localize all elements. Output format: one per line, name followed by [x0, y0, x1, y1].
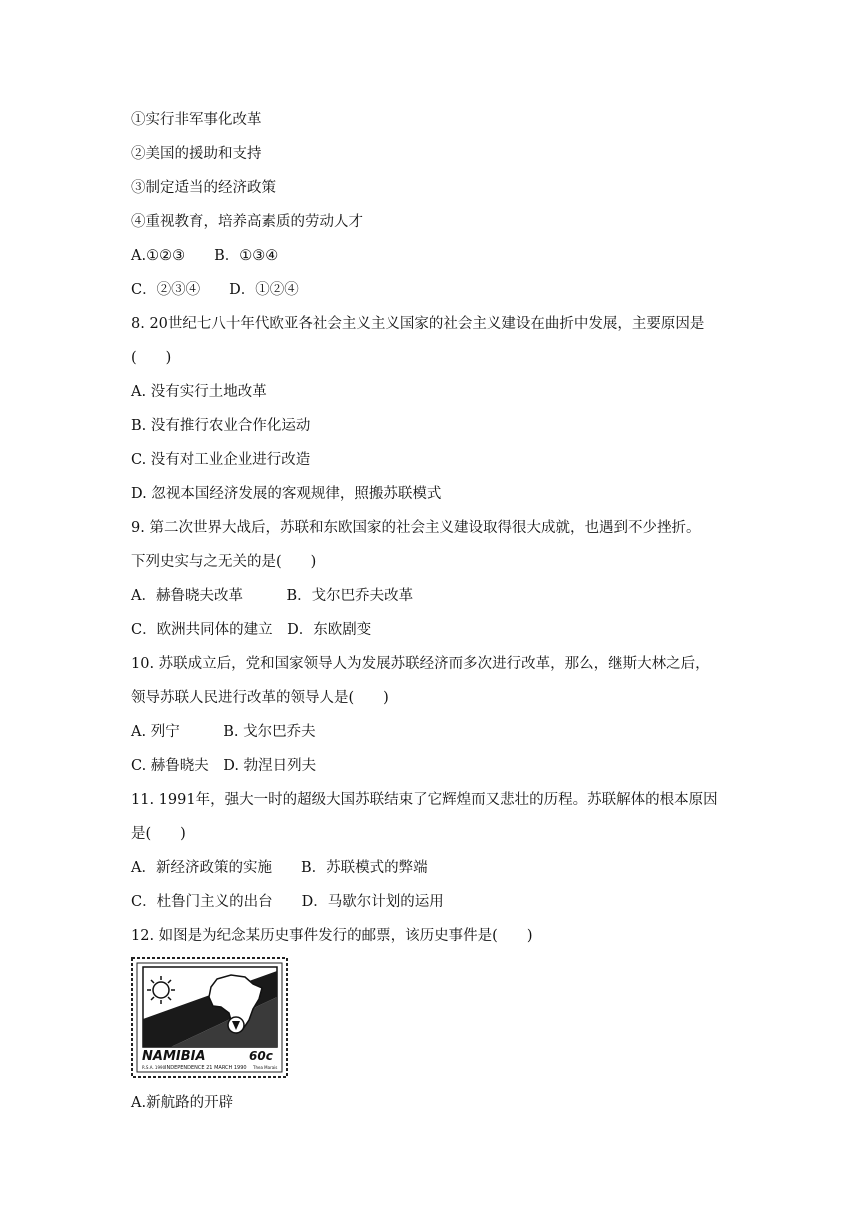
- option-line: ②美国的援助和支持: [131, 146, 262, 162]
- question-11-stem: 11. 1991年，强大一时的超级大国苏联结束了它辉煌而又悲壮的历程。苏联解体的根本原因: [131, 792, 718, 808]
- question-8-stem: 8. 20世纪七八十年代欧亚各社会主义主义国家的社会主义建设在曲折中发展，主要原因是: [131, 316, 705, 332]
- answer-choice: D. 忽视本国经济发展的客观规律，照搬苏联模式: [131, 486, 442, 502]
- question-10-stem-cont: 领导苏联人民进行改革的领导人是( ): [131, 690, 389, 706]
- option-line: ③制定适当的经济政策: [131, 180, 276, 196]
- question-9-stem-cont: 下列史实与之无关的是( ): [131, 554, 317, 570]
- stamp-caption-text: INDEPENDENCE 21 MARCH 1990: [165, 1065, 247, 1071]
- stamp-small-left: R.S.A. 1990: [142, 1065, 166, 1070]
- answer-choices: A．赫鲁晓夫改革 B．戈尔巴乔夫改革: [131, 588, 414, 604]
- answer-choice: A. 没有实行土地改革: [131, 384, 267, 400]
- option-line: ④重视教育，培养高素质的劳动人才: [131, 214, 363, 230]
- answer-choices: C．欧洲共同体的建立 D．东欧剧变: [131, 622, 372, 638]
- answer-choices: A.①②③ B．①③④: [131, 248, 279, 264]
- option-line: ①实行非军事化改革: [131, 112, 262, 128]
- answer-choices: A．新经济政策的实施 B．苏联模式的弊端: [131, 860, 428, 876]
- question-10-stem: 10. 苏联成立后，党和国家领导人为发展苏联经济而多次进行改革，那么，继斯大林之后，: [131, 656, 710, 672]
- answer-choice: A.新航路的开辟: [131, 1095, 234, 1111]
- answer-choices: C．②③④ D．①②④: [131, 282, 299, 298]
- question-11-stem-cont: 是( ): [131, 826, 186, 842]
- stamp-country-text: NAMIBIA: [142, 1049, 206, 1064]
- answer-choices: C．杜鲁门主义的出台 D．马歇尔计划的运用: [131, 894, 444, 910]
- answer-choices: A. 列宁 B. 戈尔巴乔夫: [131, 724, 316, 740]
- namibia-stamp-image: [131, 957, 288, 1078]
- answer-choice: C. 没有对工业企业进行改造: [131, 452, 311, 468]
- stamp-value-text: 60c: [249, 1049, 273, 1063]
- answer-choice: B. 没有推行农业合作化运动: [131, 418, 311, 434]
- question-12-stem: 12. 如图是为纪念某历史事件发行的邮票，该历史事件是( ): [131, 928, 533, 944]
- answer-choices: C. 赫鲁晓夫 D. 勃涅日列夫: [131, 758, 317, 774]
- answer-blank: ( ): [131, 350, 172, 366]
- stamp-small-right: Thea Marais: [253, 1065, 278, 1070]
- question-9-stem: 9. 第二次世界大战后，苏联和东欧国家的社会主义建设取得很大成就，也遇到不少挫折。: [131, 520, 701, 536]
